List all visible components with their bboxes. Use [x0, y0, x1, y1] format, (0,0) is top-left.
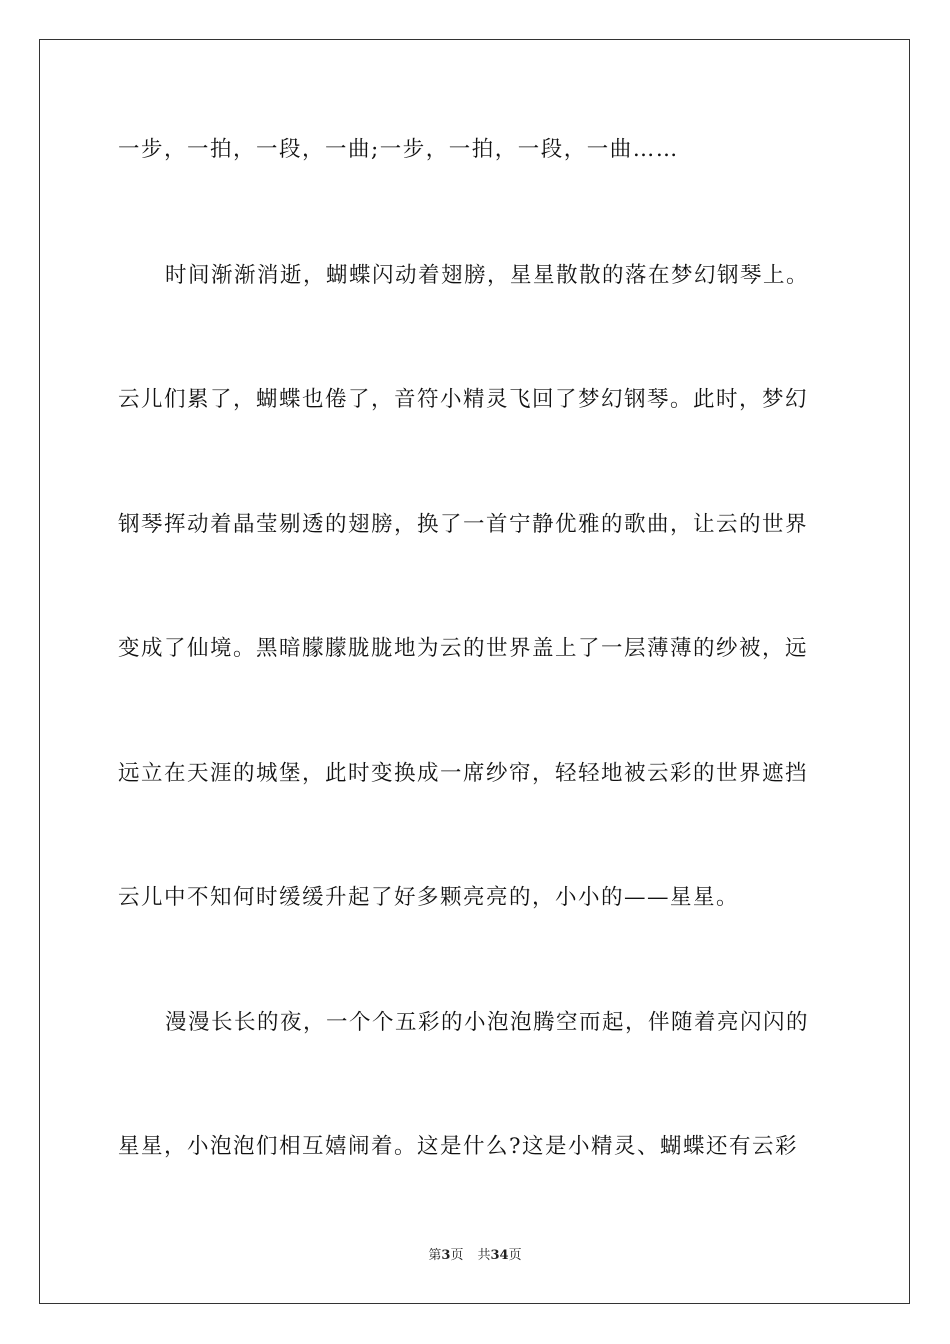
- footer-total-suffix: 页: [508, 1248, 522, 1263]
- footer-total-prefix: 共: [477, 1248, 491, 1263]
- footer-page-number: 3: [441, 1248, 451, 1263]
- text-line-5: 变成了仙境。黑暗朦朦胧胧地为云的世界盖上了一层薄薄的纱被，远: [118, 636, 809, 661]
- text-line-1: 一步，一拍，一段，一曲;一步，一拍，一段，一曲……: [118, 137, 679, 162]
- footer-total-pages: 34: [490, 1248, 509, 1263]
- text-line-2: 时间渐渐消逝，蝴蝶闪动着翅膀，星星散散的落在梦幻钢琴上。: [165, 263, 810, 288]
- page-footer: [0, 1247, 950, 1265]
- text-line-9: 星星，小泡泡们相互嬉闹着。这是什么?这是小精灵、蝴蝶还有云彩: [118, 1134, 799, 1159]
- text-line-6: 远立在天涯的城堡，此时变换成一席纱帘，轻轻地被云彩的世界遮挡: [118, 761, 809, 786]
- text-line-3: 云儿们累了，蝴蝶也倦了，音符小精灵飞回了梦幻钢琴。此时，梦幻: [118, 387, 809, 412]
- footer-page-suffix: 页: [450, 1248, 464, 1263]
- text-line-4: 钢琴挥动着晶莹剔透的翅膀，换了一首宁静优雅的歌曲，让云的世界: [118, 512, 809, 537]
- text-line-7: 云儿中不知何时缓缓升起了好多颗亮亮的，小小的——星星。: [118, 885, 740, 910]
- page-border: [39, 39, 910, 1304]
- footer-page-prefix: 第: [428, 1248, 442, 1263]
- text-line-8: 漫漫长长的夜，一个个五彩的小泡泡腾空而起，伴随着亮闪闪的: [165, 1010, 810, 1035]
